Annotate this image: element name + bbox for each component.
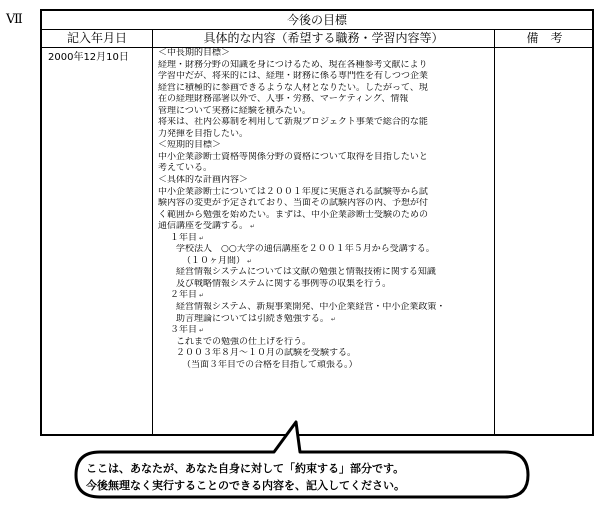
content-line: （１０ヶ月間） ↵ <box>182 255 253 266</box>
section-numeral: Ⅶ <box>6 12 23 27</box>
content-line: 及び戦略情報システムに関する事例等の収集を行う。 <box>176 278 392 289</box>
header-content: 具体的な内容（希望する職務・学習内容等） <box>203 31 444 45</box>
content-line: 験内容の変更が予定されており、当面その試験内容の内、予想が付 <box>158 198 429 209</box>
content-line: ＜短期的目標＞ <box>158 140 222 151</box>
content-line: 管理について実務に経験を積みたい。 <box>158 105 311 116</box>
content-line: 中小企業診断士資格等関係分野の資格について取得を目指したいと <box>158 151 428 162</box>
content-line: 将来は、社内公募制を利用して新規プロジェクト事業で総合的な能 <box>158 117 428 128</box>
content-line: 力発揮を目指したい。 <box>158 128 249 139</box>
form-title: 今後の目標 <box>42 11 592 30</box>
content-line: （当面３年目での合格を目指して頑張る。） <box>182 359 358 370</box>
content-line: 通信講座を受講する。 ↵ <box>158 221 256 232</box>
return-mark-icon: ↵ <box>199 234 205 242</box>
return-mark-icon: ↵ <box>247 257 253 265</box>
header-notes: 備 考 <box>526 31 563 45</box>
content-line: 学校法人 ○○大学の通信講座を２００１年５月から受講する。 <box>176 244 435 255</box>
content-line: １年目 ↵ <box>170 232 205 243</box>
entry-date: 2000年12月10日 <box>48 52 129 63</box>
content-line: ３年目 ↵ <box>170 325 205 336</box>
header-date: 記入年月日 <box>66 31 127 45</box>
content-line: 経営に積極的に参画できるような人材となりたい。したがって、現 <box>158 82 428 93</box>
content-line: 中小企業診断士については２００１年度に実施される試験等から試 <box>158 186 428 197</box>
callout-line-2: 今後無理なく実行することのできる内容を、記入してください。 <box>86 479 405 492</box>
content-line: 経営情報システムについては文献の勉強と情報技術に関する知識 <box>176 267 436 278</box>
content-line: 学習中だが、将来的には、経理・財務に係る専門性を有しつつ企業 <box>158 71 429 82</box>
content-line: ２年目 ↵ <box>170 290 205 301</box>
content-line: 経営情報システム、新規事業開発、中小企業経営・中小企業政策・ <box>176 302 446 313</box>
return-mark-icon: ↵ <box>199 292 205 300</box>
content-line: ２００３年８月～１０月の試験を受験する。 <box>176 348 357 359</box>
content-line: 経理・財務分野の知識を身につけるため、現在各種参考文献により <box>158 59 428 70</box>
content-line: く範囲から勉強を始めたい。まずは、中小企業診断士受験のための <box>158 209 429 220</box>
callout-line-1: ここは、あなたが、あなた自身に対して「約束する」部分です。 <box>86 462 405 475</box>
content-line: 考えている。 <box>158 163 213 174</box>
content-line: ＜具体的な計画内容＞ <box>158 175 249 186</box>
content-line: 助言理論については引続き勉強する。 ↵ <box>176 313 336 324</box>
content-line: ＜中長期的目標＞ <box>158 48 231 58</box>
return-mark-icon: ↵ <box>250 223 256 231</box>
callout-text <box>86 460 506 494</box>
content-line: これまでの勉強の仕上げを行う。 <box>176 336 312 347</box>
return-mark-icon: ↵ <box>199 327 205 335</box>
content-line: 在の経理財務部署以外で、人事・労務、マーケティング、情報 <box>158 94 409 105</box>
return-mark-icon: ↵ <box>330 315 336 323</box>
